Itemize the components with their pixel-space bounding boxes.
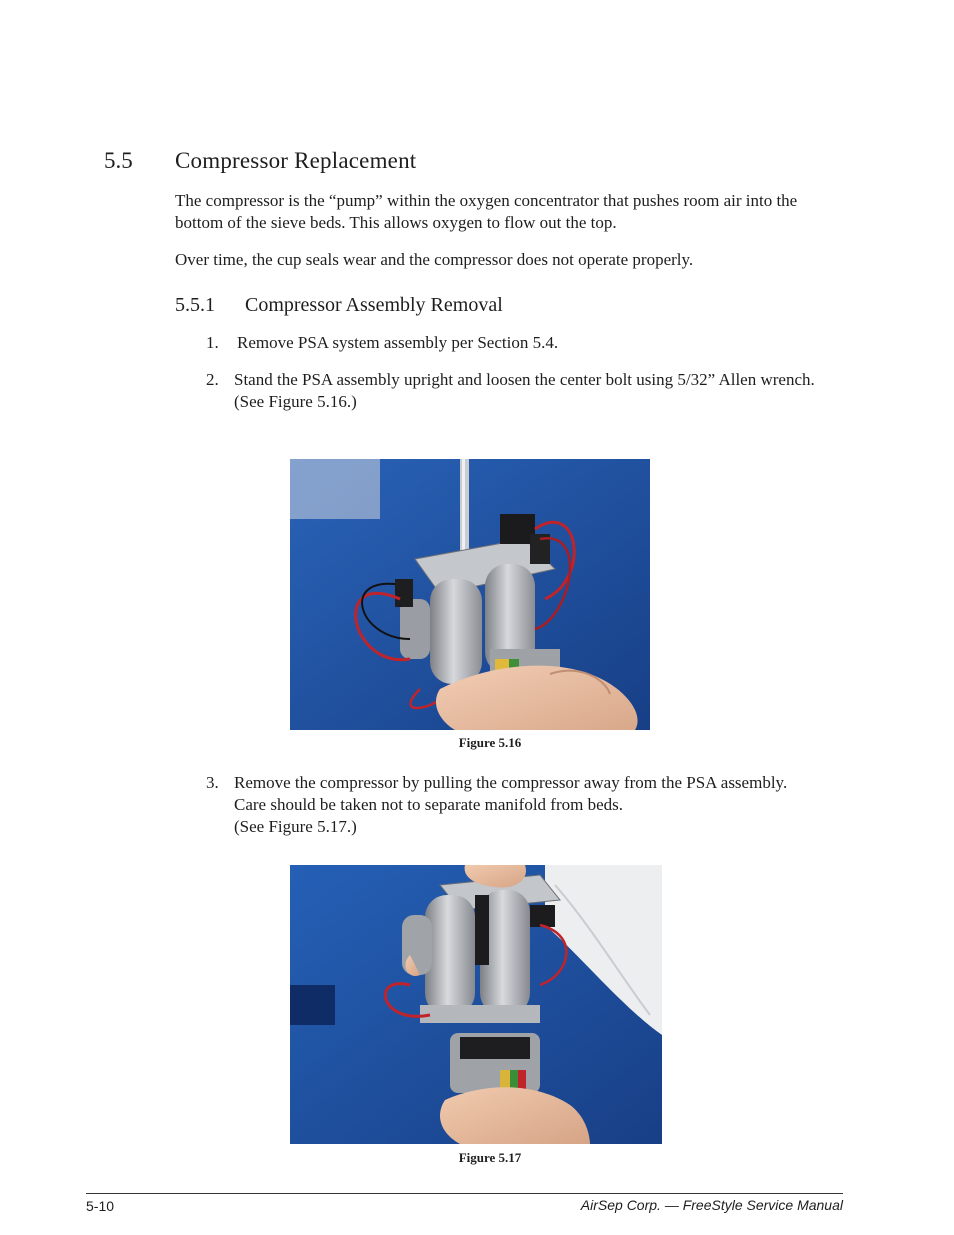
manual-title: AirSep Corp. — FreeStyle Service Manual — [580, 1197, 843, 1213]
psa-assembly-upright-photo — [290, 459, 650, 730]
subsection-number: 5.5.1 — [175, 294, 215, 316]
step-line: (See Figure 5.17.) — [234, 817, 357, 836]
intro-paragraph: The compressor is the “pump” within the oxygen concentrator that pushes room air into the bottom of the sieve beds. This allows oxygen to flow out the top. — [175, 191, 798, 232]
step-number: 2. — [206, 370, 219, 389]
wear-paragraph: Over time, the cup seals wear and the compressor does not operate properly. — [175, 250, 694, 269]
figure-5-16-photo — [290, 459, 650, 730]
step-text — [237, 332, 897, 354]
step-text — [234, 772, 894, 838]
figure-5-17-caption: Figure 5.17 — [458, 1150, 522, 1165]
section-number: 5.5 — [104, 148, 133, 173]
step-line: Remove the compressor by pulling the compressor away from the PSA assembly. — [234, 773, 788, 792]
step-number: 3. — [206, 773, 219, 792]
figure-5-17-photo — [290, 865, 662, 1144]
compressor-removal-photo — [290, 865, 662, 1144]
footer-divider — [86, 1193, 843, 1194]
step-line: Care should be taken not to separate manifold from beds. — [234, 795, 623, 814]
step-line: (See Figure 5.16.) — [234, 392, 357, 411]
step-line: Remove PSA system assembly per Section 5.4. — [237, 333, 559, 352]
step-text — [234, 369, 894, 413]
subsection-title: Compressor Assembly Removal — [245, 294, 503, 316]
step-number: 1. — [206, 333, 219, 352]
page-number: 5-10 — [86, 1198, 115, 1214]
figure-5-16-caption: Figure 5.16 — [458, 735, 522, 750]
step-line: Stand the PSA assembly upright and loosen the center bolt using 5/32” Allen wrench. — [234, 370, 815, 389]
section-title: Compressor Replacement — [175, 148, 417, 173]
